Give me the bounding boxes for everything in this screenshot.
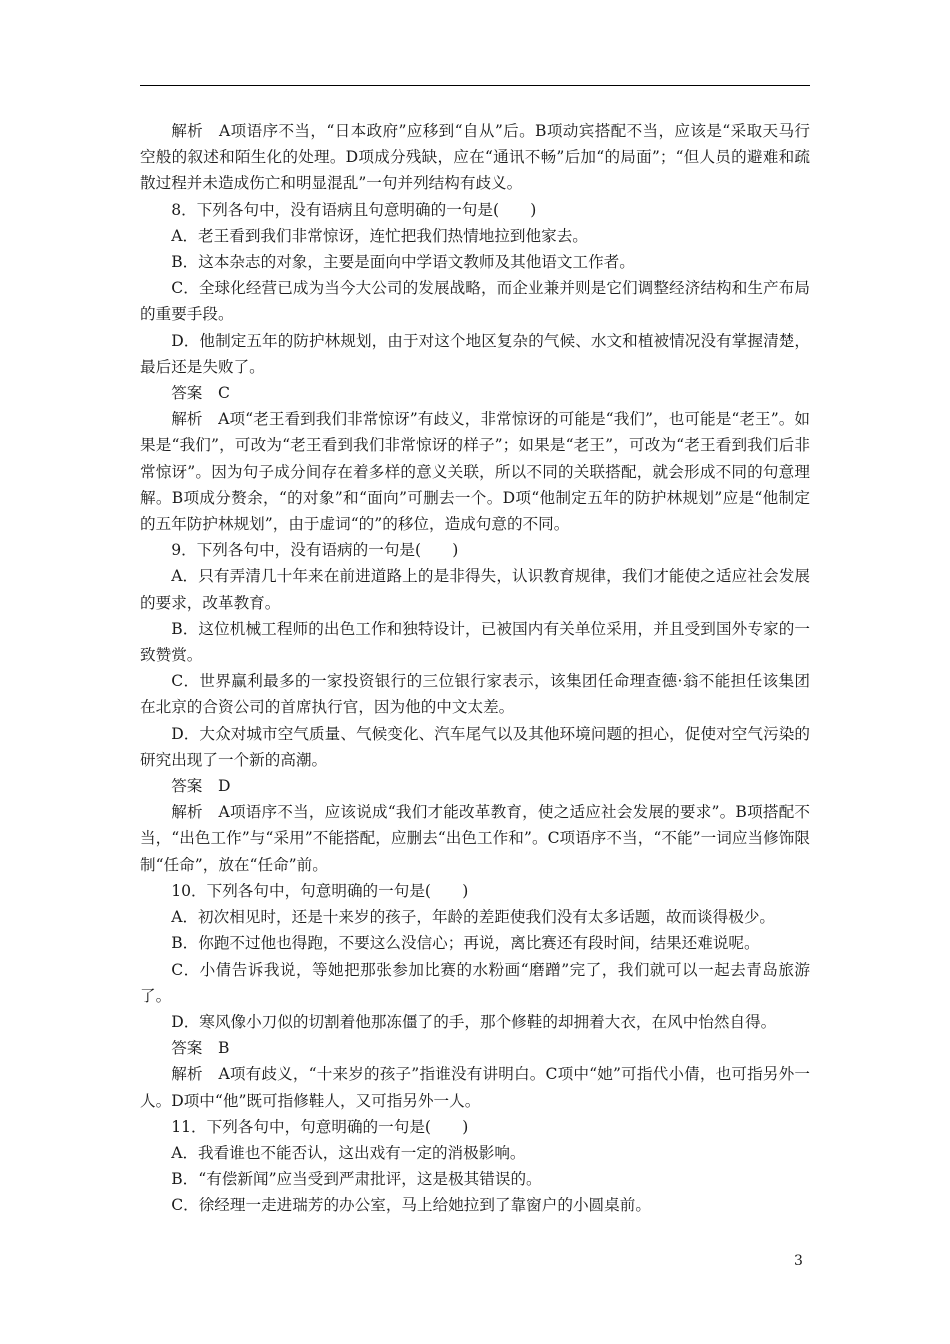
question-10-option-b: B．你跑不过他也得跑，不要这么没信心；再说，离比赛还有段时间，结果还难说呢。 (171, 934, 760, 953)
question-9: 9．下列各句中，没有语病的一句是( ) (171, 541, 459, 560)
question-10-option-d: D．寒风像小刀似的切割着他那冻僵了的手，那个修鞋的却拥着大衣，在风中怡然自得。 (171, 1012, 777, 1031)
question-9-option-b: B．这位机械工程师的出色工作和独特设计，已被国内有关单位采用，并且受到国外专家的一致赞赏。 (140, 619, 810, 665)
question-8-option-d: D．他制定五年的防护林规划，由于对这个地区复杂的气候、水文和植被情况没有掌握清楚，最后还是失败了。 (140, 331, 810, 376)
question-9-option-c: C．世界赢利最多的一家投资银行的三位银行家表示，该集团任命理查德·翁不能担任该集团在北京的合资公司的首席执行官，因为他的中文太差。 (140, 672, 810, 717)
question-10-option-c: C．小倩告诉我说，等她把那张参加比赛的水粉画“磨蹭”完了，我们就可以一起去青岛旅游了。 (140, 960, 810, 1005)
question-8: 8．下列各句中，没有语病且句意明确的一句是( ) (171, 200, 537, 219)
document-body (140, 118, 810, 1219)
page-number: 3 (794, 1253, 803, 1269)
question-10: 10．下列各句中，句意明确的一句是( ) (171, 881, 469, 900)
header-rule (140, 85, 810, 86)
question-8-option-a: A．老王看到我们非常惊讶，连忙把我们热情地拉到他家去。 (171, 226, 588, 245)
question-9-option-a: A．只有弄清几十年来在前进道路上的是非得失，认识教育规律，我们才能使之适应社会发展的要求，改革教育。 (140, 567, 810, 612)
question-10-answer: 答案 B (171, 1039, 230, 1058)
question-10-explanation: 解析 A项有歧义，“十来岁的孩子”指谁没有讲明白。C项中“她”可指代小倩，也可指另外一人。D项中“他”既可指修鞋人，又可指另外一人。 (140, 1065, 810, 1110)
question-8-answer: 答案 C (171, 384, 230, 403)
question-9-explanation: 解析 A项语序不当，应该说成“我们才能改革教育，使之适应社会发展的要求”。B项搭配不当，“出色工作”与“采用”不能搭配，应删去“出色工作和”。C项语序不当，“不能”一词应当修饰限制“任命”，放在“任命”前。 (140, 803, 810, 874)
explanation-paragraph: 解析 A项语序不当，“日本政府”应移到“自从”后。B项动宾搭配不当，应该是“采取天马行空般的叙述和陌生化的处理。D项成分残缺，应在“通讯不畅”后加“的局面”；“但人员的避难和疏散过程并未造成伤亡和明显混乱”一句并列结构有歧义。 (140, 122, 810, 193)
question-9-answer: 答案 D (171, 777, 231, 796)
question-10-option-a: A．初次相见时，还是十来岁的孩子，年龄的差距使我们没有太多话题，故而谈得极少。 (171, 908, 776, 927)
question-9-option-d: D．大众对城市空气质量、气候变化、汽车尾气以及其他环境问题的担心，促使对空气污染的研究出现了一个新的高潮。 (140, 724, 810, 769)
question-11-option-a: A．我看谁也不能否认，这出戏有一定的消极影响。 (171, 1143, 526, 1162)
question-11: 11．下列各句中，句意明确的一句是( ) (171, 1117, 469, 1136)
question-11-option-b: B．“有偿新闻”应当受到严肃批评，这是极其错误的。 (171, 1170, 542, 1189)
question-8-option-b: B．这本杂志的对象，主要是面向中学语文教师及其他语文工作者。 (171, 253, 635, 272)
question-8-option-c: C．全球化经营已成为当今大公司的发展战略，而企业兼并则是它们调整经济结构和生产布局的重要手段。 (140, 279, 810, 324)
question-11-option-c: C．徐经理一走进瑞芳的办公室，马上给她拉到了靠窗户的小圆桌前。 (171, 1196, 651, 1215)
question-8-explanation: 解析 A项“老王看到我们非常惊讶”有歧义，非常惊讶的可能是“我们”，也可能是“老王”。如果是“我们”，可改为“老王看到我们非常惊讶的样子”；如果是“老王”，可改为“老王看到我们后非常惊讶”。因为句子成分间存在着多样的意义关联，所以不同的关联搭配，就会形成不同的句意理解。B项成分赘余，“的对象”和“面向”可删去一个。D项“他制定五年的防护林规划”应是“他制定的五年防护林规划”，由于虚词“的”的移位，造成句意的不同。 (140, 410, 810, 534)
